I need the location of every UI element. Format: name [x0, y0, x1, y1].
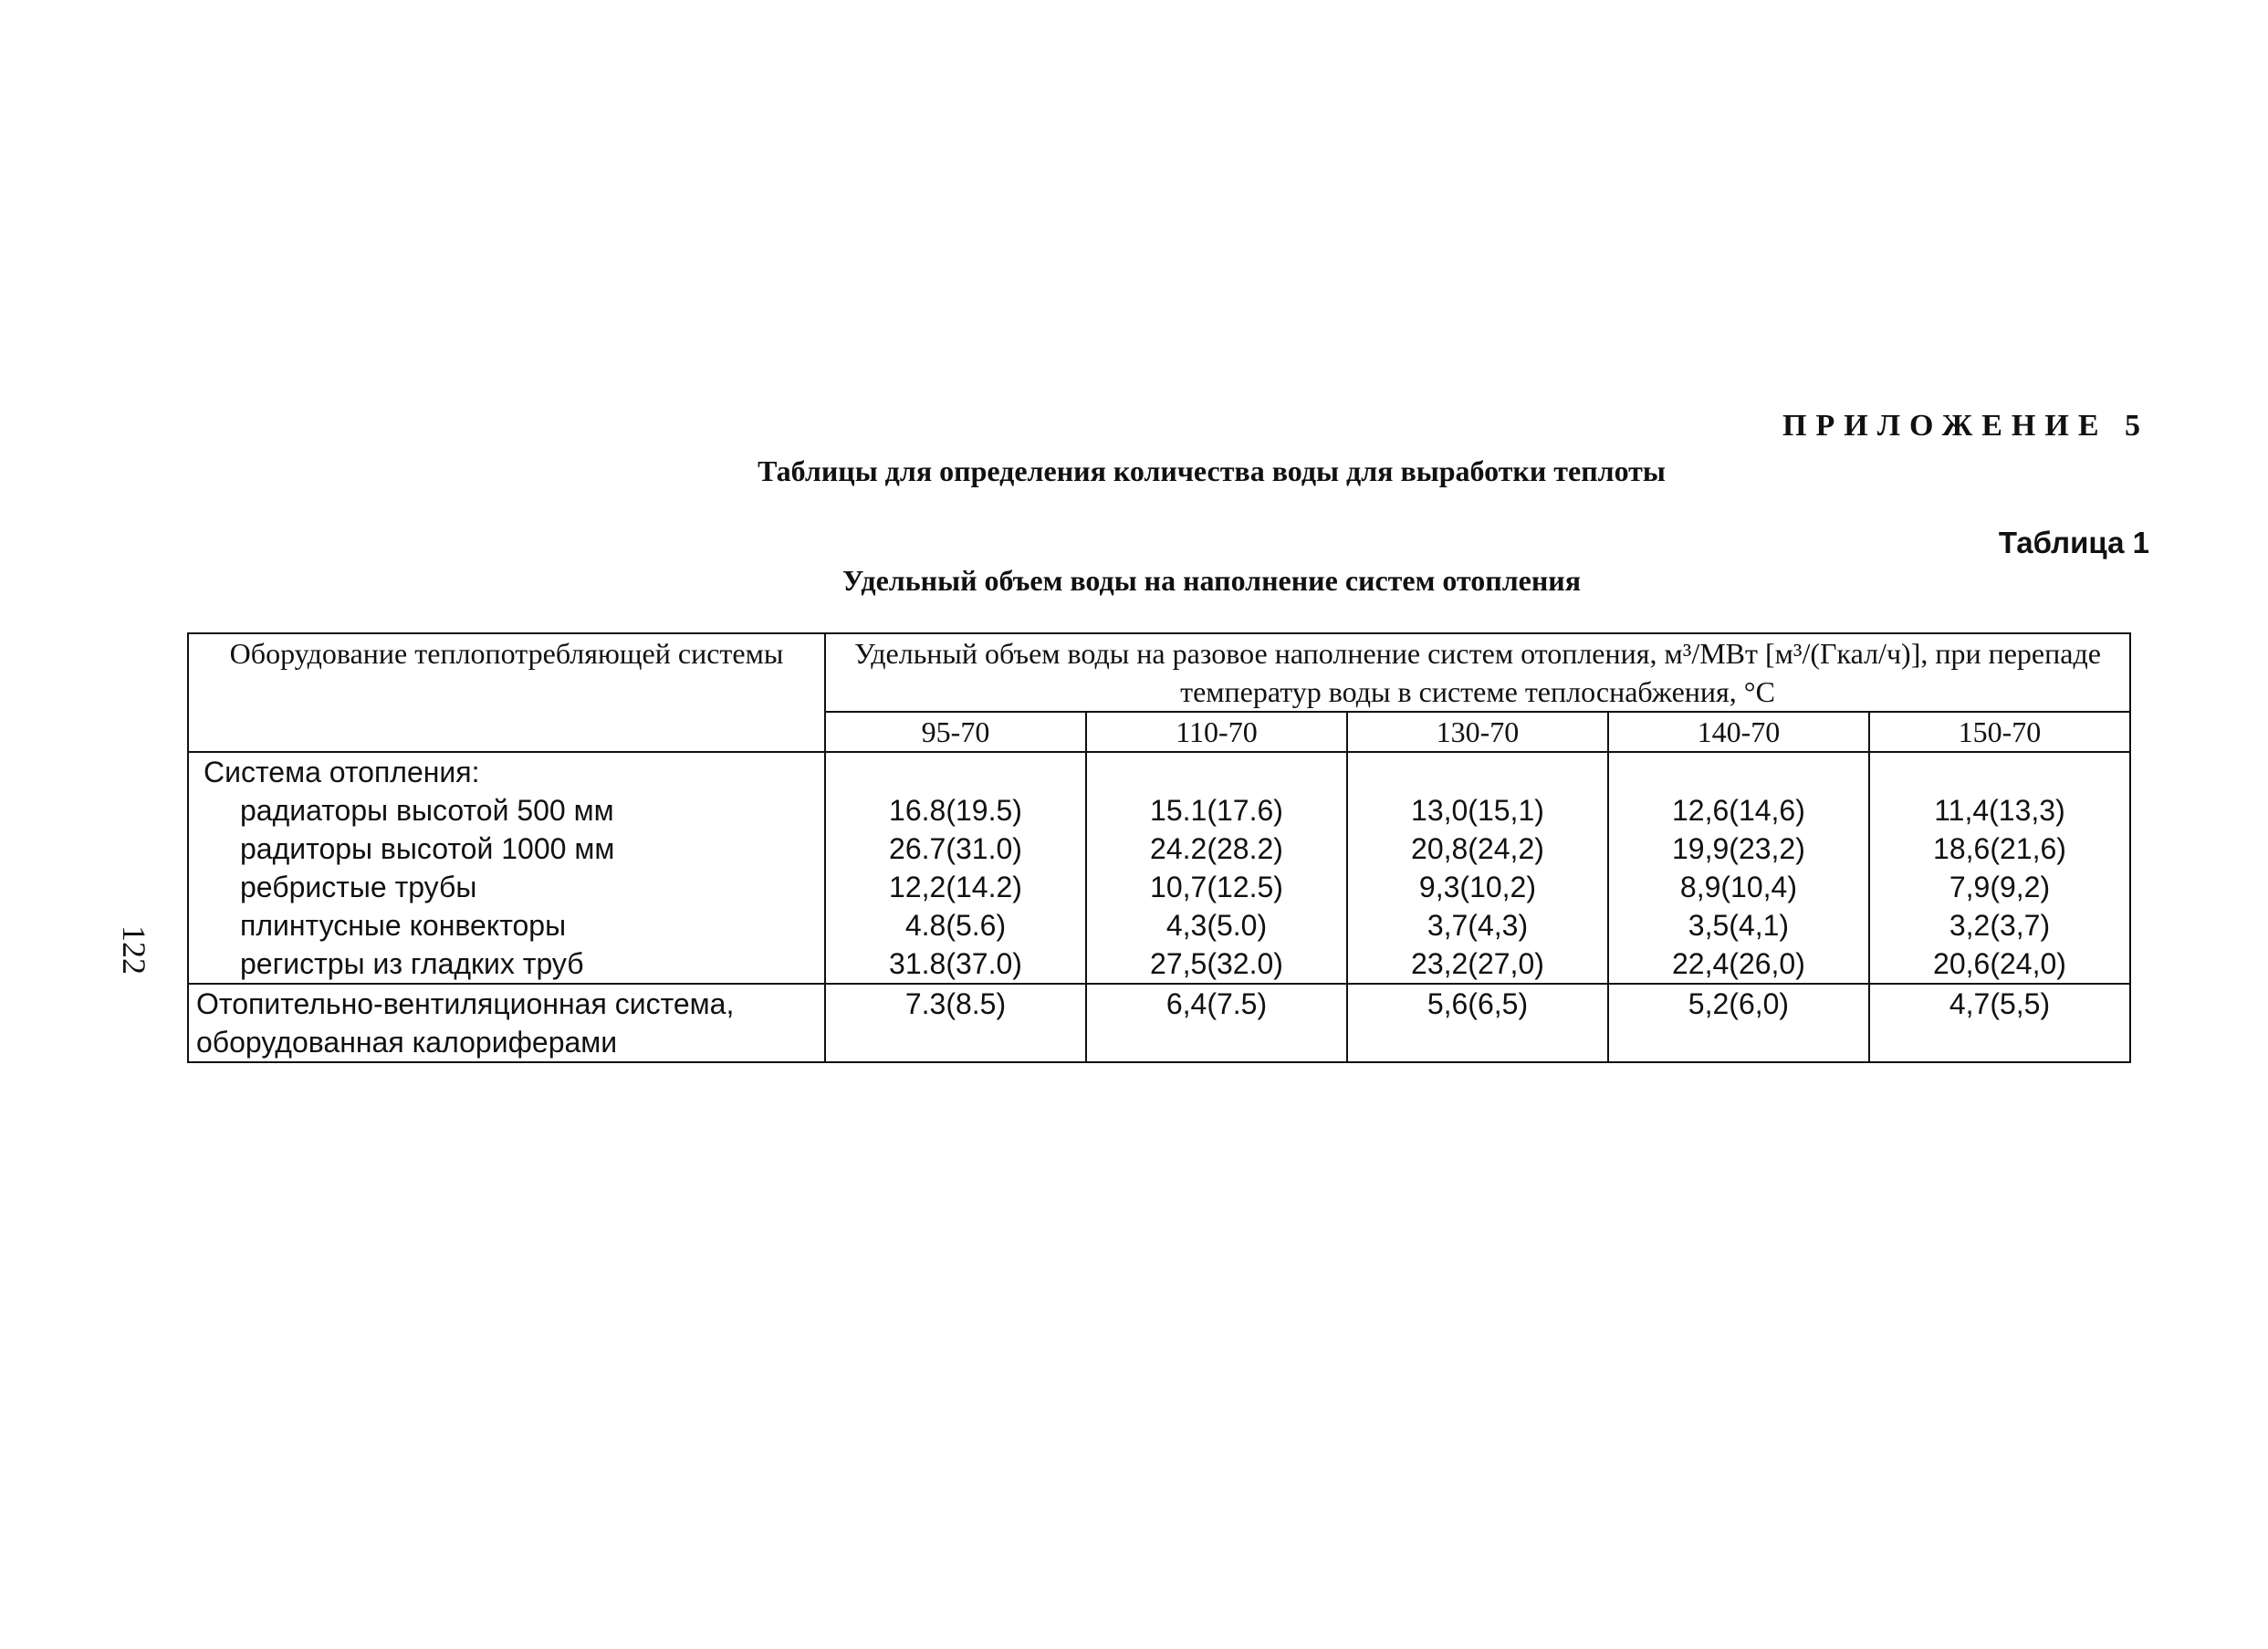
values-column-150-70	[1869, 752, 2130, 984]
table-header-row	[188, 633, 2130, 712]
temp-range-header: 150-70	[1869, 712, 2130, 752]
values-column-95-70	[825, 752, 1086, 984]
water-volume-table	[187, 632, 2131, 1063]
value-cell: 20,8(24,2)	[1411, 832, 1544, 865]
value-cell: 8,9(10,4)	[1679, 871, 1797, 903]
value-cell: 19,9(23,2)	[1672, 832, 1805, 865]
equipment-column-header: Оборудование теплопотребляющей системы	[188, 633, 825, 752]
row-label: регистры из гладких труб	[240, 947, 584, 980]
temp-range-header: 110-70	[1086, 712, 1347, 752]
document-title: Таблицы для определения количества воды для выработки теплоты	[758, 454, 1666, 487]
value-cell: 5,6(6,5)	[1347, 984, 1608, 1062]
values-column-130-70	[1347, 752, 1608, 984]
value-cell: 9,3(10,2)	[1418, 871, 1536, 903]
value-cell: 20,6(24,0)	[1933, 947, 2066, 980]
value-cell: 22,4(26,0)	[1672, 947, 1805, 980]
row-label: радиаторы высотой 500 мм	[240, 794, 614, 827]
value-cell: 15.1(17.6)	[1150, 794, 1283, 827]
value-cell: 31.8(37.0)	[889, 947, 1022, 980]
value-cell: 4,3(5.0)	[1165, 909, 1268, 942]
row-label: ребристые трубы	[240, 871, 477, 903]
value-cell: 3,7(4,3)	[1427, 909, 1529, 942]
ventilation-row	[188, 984, 2130, 1062]
value-cell: 24.2(28.2)	[1150, 832, 1283, 865]
value-cell: 13,0(15,1)	[1411, 794, 1544, 827]
row-label: плинтусные конвекторы	[240, 909, 567, 942]
group-title: Система отопления:	[204, 756, 480, 788]
appendix-label: ПРИЛОЖЕНИЕ 5	[1782, 409, 2149, 443]
temp-range-header: 140-70	[1608, 712, 1869, 752]
volume-column-header: Удельный объем воды на разовое наполнение систем отопления, м³/МВт [м³/(Гкал/ч)], при перепаде температур воды в системе теплоснабжения, °С	[825, 633, 2130, 712]
temp-range-header: 130-70	[1347, 712, 1608, 752]
heating-labels-cell	[188, 752, 825, 984]
table-caption: Удельный объем воды на наполнение систем отопления	[841, 564, 1582, 597]
values-column-140-70	[1608, 752, 1869, 984]
value-cell: 11,4(13,3)	[1934, 794, 2065, 827]
value-cell: 3,2(3,7)	[1949, 909, 2051, 942]
value-cell: 23,2(27,0)	[1411, 947, 1544, 980]
value-cell: 6,4(7.5)	[1086, 984, 1347, 1062]
value-cell: 12,2(14.2)	[889, 871, 1022, 903]
value-cell: 4,7(5,5)	[1869, 984, 2130, 1062]
page-number: 122	[116, 925, 152, 975]
values-column-110-70	[1086, 752, 1347, 984]
value-cell: 10,7(12.5)	[1150, 871, 1283, 903]
value-cell: 4.8(5.6)	[904, 909, 1007, 942]
row-label: Отопительно-вентиляционная система, оборудованная калориферами	[188, 984, 825, 1062]
value-cell: 18,6(21,6)	[1933, 832, 2066, 865]
value-cell: 12,6(14,6)	[1672, 794, 1805, 827]
value-cell: 26.7(31.0)	[889, 832, 1022, 865]
value-cell: 3,5(4,1)	[1688, 909, 1790, 942]
row-label: радиторы высотой 1000 мм	[240, 832, 615, 865]
value-cell: 7.3(8.5)	[825, 984, 1086, 1062]
table-number: Таблица 1	[1998, 526, 2149, 559]
value-cell: 7,9(9,2)	[1949, 871, 2051, 903]
value-cell: 16.8(19.5)	[889, 794, 1022, 827]
value-cell: 27,5(32.0)	[1150, 947, 1283, 980]
temp-range-header: 95-70	[825, 712, 1086, 752]
value-cell: 5,2(6,0)	[1608, 984, 1869, 1062]
heating-system-group	[188, 752, 2130, 984]
